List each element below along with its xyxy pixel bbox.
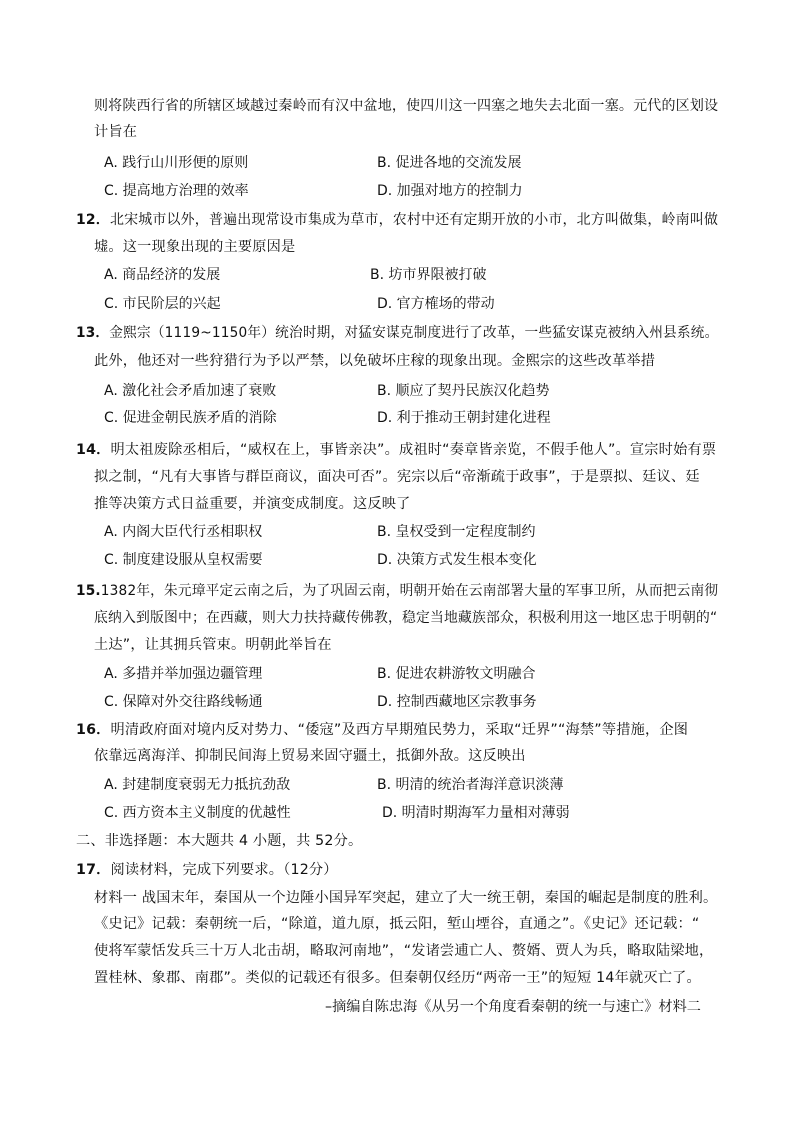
q17-number: 17． bbox=[76, 862, 111, 878]
q15-option-c: C. 保障对外交往路线畅通 bbox=[104, 694, 263, 710]
q15-stem-line-1 bbox=[76, 581, 718, 601]
q11-option-a: A. 践行山川形便的原则 bbox=[104, 155, 249, 171]
q12-option-d: D. 官方榷场的带动 bbox=[377, 296, 495, 312]
q16-stem-line-2: 依靠远离海洋、抑制民间海上贸易来固守疆土，抵御外敌。这反映出 bbox=[94, 748, 526, 764]
q17-stem-line-1 bbox=[76, 860, 338, 880]
section-heading-non-choice: 二、非选择题：本大题共 4 小题，共 52分。 bbox=[76, 833, 363, 849]
q17-material-line-1: 材料一 战国末年，秦国从一个边陲小国异军突起，建立了大一统王朝，秦国的崛起是制度的胜利。 bbox=[94, 890, 718, 906]
q12-option-b: B. 坊市界限被打破 bbox=[370, 267, 487, 283]
q13-option-a: A. 激化社会矛盾加速了衰败 bbox=[104, 383, 277, 399]
q16-number: 16． bbox=[76, 722, 111, 738]
q13-option-c: C. 促进金朝民族矛盾的消除 bbox=[104, 410, 277, 426]
q14-stem-line-1 bbox=[76, 440, 716, 460]
q14-option-c: C. 制度建设服从皇权需要 bbox=[104, 552, 263, 568]
q15-option-b: B. 促进农耕游牧文明融合 bbox=[377, 666, 536, 682]
q14-stem-line-2: 拟之制，“凡有大事皆与群臣商议，面决可否”。宪宗以后“帝渐疏于政事”，于是票拟、廷议、廷 bbox=[94, 469, 700, 485]
q15-option-a: A. 多措并举加强边疆管理 bbox=[104, 666, 263, 682]
q15-stem-line-2: 底纳入到版图中；在西藏，则大力扶持藏传佛教，稳定当地藏族部众，积极利用这一地区忠于明朝的“ bbox=[94, 610, 718, 626]
q12-stem-line-1 bbox=[76, 210, 718, 230]
q13-text-1: 金熙宗（1119~1150年）统治时期，对猛安谋克制度进行了改革，一些猛安谋克被纳入州县系统。 bbox=[109, 325, 719, 341]
q11-option-c: C. 提高地方治理的效率 bbox=[104, 183, 249, 199]
q17-source-citation: –摘编自陈忠海《从另一个角度看秦朝的统一与速亡》材料二 bbox=[325, 999, 701, 1015]
q12-option-c: C. 市民阶层的兴起 bbox=[104, 296, 221, 312]
q16-option-b: B. 明清的统治者海洋意识淡薄 bbox=[377, 777, 564, 793]
q11-option-b: B. 促进各地的交流发展 bbox=[377, 155, 522, 171]
q14-option-a: A. 内阁大臣代行丞相职权 bbox=[104, 524, 263, 540]
q12-stem-line-2: 墟。这一现象出现的主要原因是 bbox=[94, 239, 296, 255]
q14-number: 14． bbox=[76, 442, 111, 458]
q14-option-b: B. 皇权受到一定程度制约 bbox=[377, 524, 536, 540]
q12-option-a: A. 商品经济的发展 bbox=[104, 267, 221, 283]
q17-material-line-4: 置桂林、象郡、南郡”。类似的记载还有很多。但秦朝仅经历“两帝一王”的短短 14年就灭亡了。 bbox=[94, 970, 701, 986]
q17-text-1: 阅读材料，完成下列要求。（12分） bbox=[110, 862, 338, 878]
q13-option-b: B. 顺应了契丹民族汉化趋势 bbox=[377, 383, 550, 399]
q16-stem-line-1 bbox=[76, 720, 688, 740]
q15-stem-line-3: 土达”，让其拥兵管束。明朝此举旨在 bbox=[94, 637, 332, 653]
q15-option-d: D. 控制西藏地区宗教事务 bbox=[377, 694, 537, 710]
q13-option-d: D. 利于推动王朝封建化进程 bbox=[377, 410, 551, 426]
q12-text-1: 北宋城市以外，普遍出现常设市集成为草市，农村中还有定期开放的小市，北方叫做集，岭南叫做 bbox=[109, 212, 719, 228]
q11-option-d: D. 加强对地方的控制力 bbox=[377, 183, 523, 199]
q13-stem-line-2: 此外，他还对一些狩猎行为予以严禁，以免破坏庄稼的现象出现。金熙宗的这些改革举措 bbox=[94, 353, 656, 369]
q12-number: 12． bbox=[76, 212, 110, 228]
q17-material-line-3: 使将军蒙恬发兵三十万人北击胡，略取河南地”，“发诸尝逋亡人、赘婿、贾人为兵，略取陆梁地， bbox=[94, 943, 714, 959]
q15-number: 15. bbox=[76, 583, 101, 599]
q17-material-line-2: 《史记》记载：秦朝统一后，“除道，道九原，抵云阳，堑山堙谷，直通之”。《史记》还记载：“ bbox=[94, 916, 700, 932]
q11-stem-line-2: 计旨在 bbox=[94, 124, 138, 140]
q14-text-1: 明太祖废除丞相后，“威权在上，事皆亲决”。成祖时“奏章皆亲览，不假手他人”。宣宗时始有票 bbox=[110, 442, 717, 458]
q11-stem-line-1: 则将陕西行省的所辖区域越过秦岭而有汉中盆地，使四川这一四塞之地失去北面一塞。元代的区划设 bbox=[94, 98, 719, 114]
q14-stem-line-3: 推等决策方式日益重要，并演变成制度。这反映了 bbox=[94, 496, 411, 512]
q16-text-1: 明清政府面对境内反对势力、“倭寇”及西方早期殖民势力，采取“迁界”“海禁”等措施，企图 bbox=[110, 722, 689, 738]
q15-text-1: 1382年，朱元璋平定云南之后，为了巩固云南，明朝开始在云南部署大量的军事卫所，从而把云南彻 bbox=[100, 583, 719, 599]
q13-stem-line-1 bbox=[76, 323, 718, 343]
q16-option-c: C. 西方资本主义制度的优越性 bbox=[104, 805, 291, 821]
q13-number: 13． bbox=[76, 325, 110, 341]
q14-option-d: D. 决策方式发生根本变化 bbox=[377, 552, 537, 568]
q16-option-d: D. 明清时期海军力量相对薄弱 bbox=[382, 805, 570, 821]
q16-option-a: A. 封建制度衰弱无力抵抗劲敌 bbox=[104, 777, 291, 793]
